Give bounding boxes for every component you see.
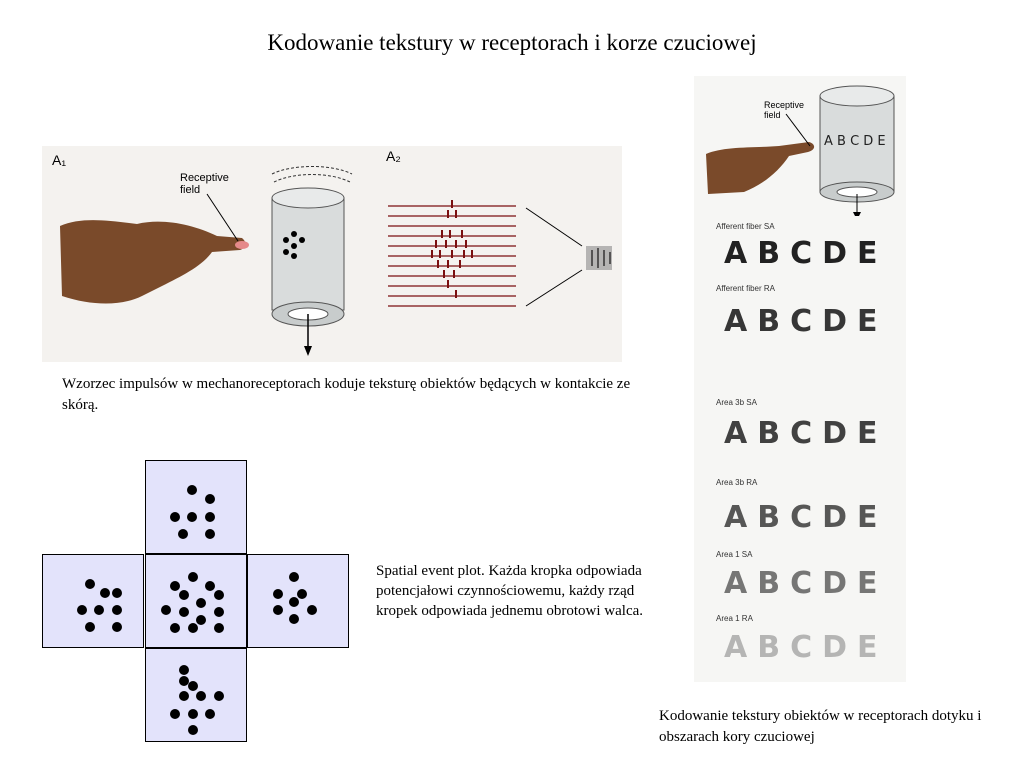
drum-icon — [272, 198, 344, 310]
cross-cell-right — [247, 554, 349, 648]
row-label-area3b-sa: Area 3b SA — [716, 398, 757, 407]
row-label-area1-ra: Area 1 RA — [716, 614, 753, 623]
figure-a-drawing — [42, 146, 622, 362]
cross-cell-left — [42, 554, 144, 648]
page-title: Kodowanie tekstury w receptorach i korze czuciowej — [267, 30, 757, 55]
cross-cell-top — [145, 460, 247, 554]
row-label-afferent-sa: Afferent fiber SA — [716, 222, 775, 231]
hand-icon — [60, 220, 246, 303]
caption-spatial-event-plot: Spatial event plot. Każda kropka odpowiada potencjałowi czynnościowemu, każdy rząd kropek odpowiada jednemu obrotowi walca. — [376, 563, 644, 619]
cross-cell-center — [145, 554, 247, 648]
row-label-afferent-ra: Afferent fiber RA — [716, 284, 775, 293]
drum-letters: A B C D E — [824, 134, 886, 149]
hand-icon — [706, 142, 814, 194]
row-letters-area1-sa: ABCDE — [724, 566, 888, 601]
caption-impulse-pattern: Wzorzec impulsów w mechanoreceptorach koduje teksturę obiektów będących w kontakcie ze skórą. — [62, 376, 631, 413]
row-letters-area1-ra: ABCDE — [724, 630, 888, 665]
figure-a-illustration — [42, 146, 622, 362]
caption-texture-coding: Kodowanie tekstury obiektów w receptorach dotyku i obszarach kory czuciowej — [659, 708, 982, 745]
row-letters-area3b-ra: ABCDE — [724, 500, 888, 535]
row-letters-area3b-sa: ABCDE — [724, 416, 888, 451]
panel-label-a1: A₁ — [52, 152, 67, 168]
figure-b-illustration — [694, 76, 906, 682]
receptive-field-label-b: Receptive field — [764, 100, 805, 120]
row-letters-afferent-ra: ABCDE — [724, 304, 888, 339]
row-label-area1-sa: Area 1 SA — [716, 550, 753, 559]
fingertip-icon — [235, 241, 249, 249]
row-label-area3b-ra: Area 3b RA — [716, 478, 758, 487]
receptive-field-label: Receptive field — [180, 172, 229, 196]
panel-label-a2: A₂ — [386, 148, 401, 164]
row-letters-afferent-sa: ABCDE — [724, 236, 888, 271]
cross-cell-bottom — [145, 648, 247, 742]
